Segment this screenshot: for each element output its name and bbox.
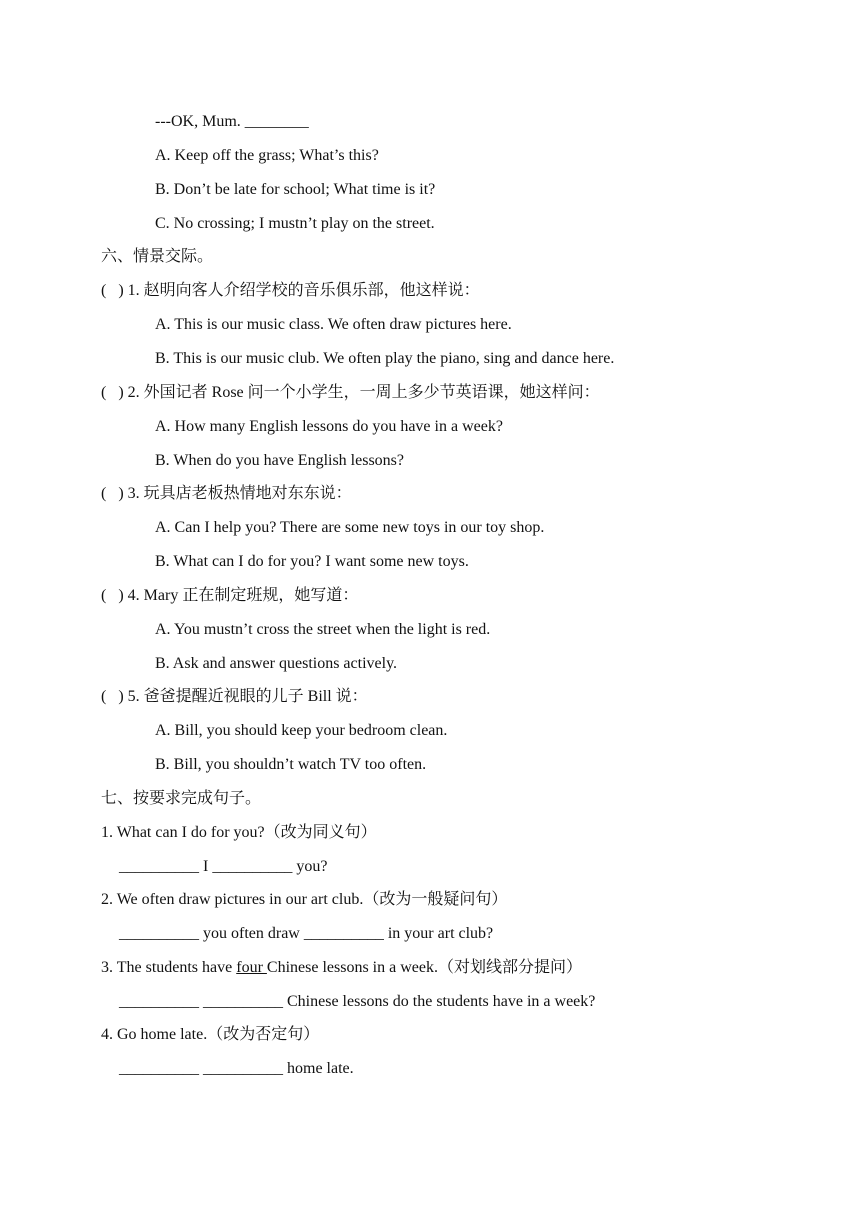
question-4-stem: ( ) 4. Mary 正在制定班规，她写道： [101, 587, 359, 604]
question-2-stem: ( ) 2. 外国记者 Rose 问一个小学生，一周上多少节英语课，她这样问： [101, 384, 600, 401]
question-3-option-a: A. Can I help you? There are some new toys in our toy shop. [155, 519, 545, 536]
question-1-option-b: B. This is our music club. We often play the piano, sing and dance here. [155, 350, 615, 367]
question-4-option-a: A. You mustn’t cross the street when the light is red. [155, 621, 491, 638]
question-1-option-a: A. This is our music class. We often draw pictures here. [155, 316, 512, 333]
rewrite-3-prompt-post: Chinese lessons in a week.（对划线部分提问） [266, 959, 582, 976]
question-1-stem: ( ) 1. 赵明向客人介绍学校的音乐俱乐部，他这样说： [101, 282, 480, 299]
question-5-stem: ( ) 5. 爸爸提醒近视眼的儿子 Bill 说： [101, 688, 368, 705]
prev-option-c: C. No crossing; I mustn’t play on the street. [155, 215, 435, 232]
rewrite-4-prompt: 4. Go home late.（改为否定句） [101, 1026, 320, 1043]
question-3-stem: ( ) 3. 玩具店老板热情地对东东说： [101, 485, 352, 502]
prev-option-b: B. Don’t be late for school; What time is it? [155, 181, 436, 198]
rewrite-3-answer: __________ __________ Chinese lessons do the students have in a week? [119, 993, 596, 1010]
rewrite-3-underlined-word: four [236, 959, 267, 976]
rewrite-2-answer: __________ you often draw __________ in your art club? [119, 925, 494, 942]
section-7-title: 七、按要求完成句子。 [101, 790, 262, 807]
rewrite-2-prompt: 2. We often draw pictures in our art club.（改为一般疑问句） [101, 891, 508, 908]
question-2-option-b: B. When do you have English lessons? [155, 452, 405, 469]
question-2-option-a: A. How many English lessons do you have in a week? [155, 418, 503, 435]
rewrite-3-prompt-pre: 3. The students have [101, 959, 237, 976]
rewrite-1-prompt: 1. What can I do for you?（改为同义句） [101, 824, 377, 841]
section-6-title: 六、情景交际。 [101, 248, 214, 265]
question-4-option-b: B. Ask and answer questions actively. [155, 655, 398, 672]
rewrite-3-prompt [101, 958, 582, 978]
rewrite-1-answer: __________ I __________ you? [119, 858, 328, 875]
question-3-option-b: B. What can I do for you? I want some new toys. [155, 553, 469, 570]
question-5-option-b: B. Bill, you shouldn’t watch TV too often. [155, 756, 427, 773]
prev-reply: ---OK, Mum. ________ [155, 113, 309, 130]
rewrite-4-answer: __________ __________ home late. [119, 1060, 354, 1077]
question-5-option-a: A. Bill, you should keep your bedroom clean. [155, 722, 448, 739]
prev-option-a: A. Keep off the grass; What’s this? [155, 147, 379, 164]
